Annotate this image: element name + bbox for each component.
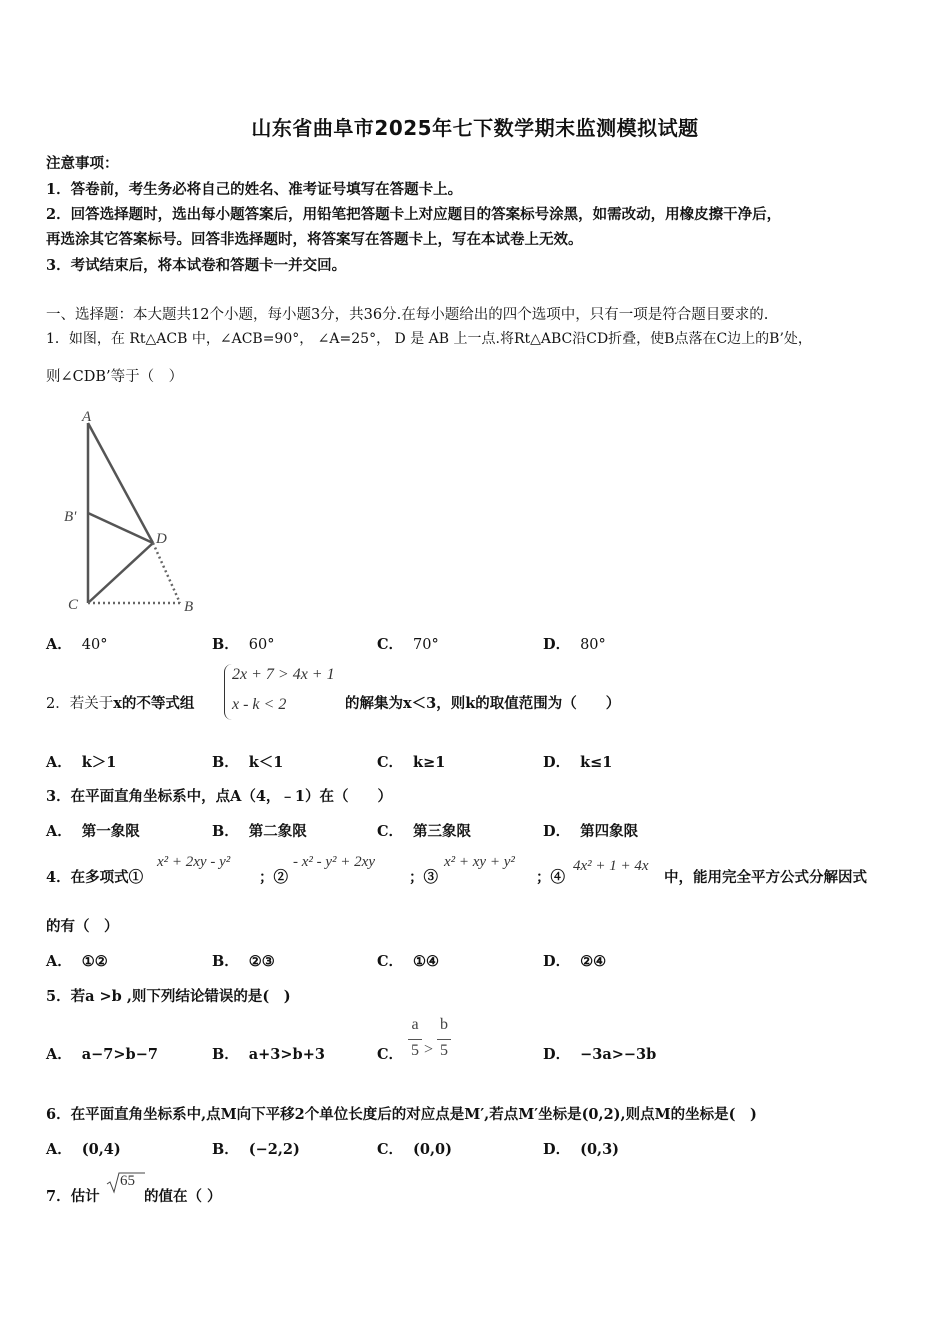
question-1-text: 1．如图，在 Rt△ACB 中，∠ACB=90°， ∠A=25°， D 是 AB 上一点.将Rt△ABC沿CD折叠，使B点落在C边上的B’处， bbox=[46, 331, 812, 347]
segment-b-prime-d bbox=[88, 513, 153, 543]
option-c[interactable]: C． 70° bbox=[377, 636, 439, 653]
option-b[interactable]: B． a+3>b+3 bbox=[212, 1046, 325, 1063]
option-d[interactable]: D． ②④ bbox=[543, 953, 607, 970]
polynomial-4: 4x² + 1 + 4x bbox=[573, 858, 649, 874]
radicand: 65 bbox=[120, 1173, 135, 1189]
option-a[interactable]: A． 40° bbox=[46, 636, 108, 653]
option-c[interactable]: C． 第三象限 bbox=[377, 823, 472, 840]
label-a: A bbox=[82, 409, 92, 425]
inequality-1: 2x + 7 > 4x + 1 bbox=[232, 666, 335, 683]
question-2-prefix: 2．若关于x的不等式组 bbox=[46, 695, 195, 712]
side-ad bbox=[88, 423, 153, 543]
notice-item: 3．考试结束后，将本试卷和答题卡一并交回。 bbox=[46, 257, 347, 274]
option-b[interactable]: B． k＜1 bbox=[212, 754, 284, 771]
option-d[interactable]: D． k≤1 bbox=[543, 754, 613, 771]
notice-item: 2．回答选择题时，选出每小题答案后，用铅笔把答题卡上对应题目的答案标号涂黑，如需改动，用橡皮擦干净后， bbox=[46, 206, 782, 223]
question-1-text-2: 则∠CDB’等于（ ） bbox=[46, 369, 184, 385]
question-7-suffix: 的值在（ ） bbox=[144, 1188, 222, 1205]
polynomial-1: x² + 2xy - y² bbox=[157, 854, 231, 870]
option-a[interactable]: A． a−7>b−7 bbox=[46, 1046, 158, 1063]
question-7-prefix: 7．估计 bbox=[46, 1188, 100, 1205]
question-4-suffix: 中，能用完全平方公式分解因式 bbox=[664, 869, 867, 886]
option-a[interactable]: A． k＞1 bbox=[46, 754, 117, 771]
fraction-a-over-5: a 5 bbox=[408, 1016, 422, 1064]
label-b: B bbox=[184, 599, 194, 615]
question-4-prefix: 4．在多项式① bbox=[46, 869, 144, 886]
label-b-prime: B' bbox=[64, 509, 77, 525]
question-2-suffix: 的解集为x＜3，则k的取值范围为（ ） bbox=[345, 695, 621, 712]
question-3-text: 3．在平面直角坐标系中，点A（4，﹣1）在（ ） bbox=[46, 788, 393, 805]
question-1-figure bbox=[60, 405, 210, 615]
segment-cd bbox=[88, 543, 153, 603]
option-a[interactable]: A． (0,4) bbox=[46, 1141, 121, 1158]
option-d[interactable]: D． (0,3) bbox=[543, 1141, 620, 1158]
question-4-sep: ；③ bbox=[409, 869, 438, 886]
section-heading: 一、选择题：本大题共12个小题，每小题3分，共36分.在每小题给出的四个选项中，只有一项是符合题目要求的. bbox=[46, 307, 769, 323]
option-c[interactable]: C． ①④ bbox=[377, 953, 440, 970]
inequality-2: x - k < 2 bbox=[232, 696, 287, 713]
option-d[interactable]: D． −3a>−3b bbox=[543, 1046, 657, 1063]
question-4-sep: ；② bbox=[259, 869, 288, 886]
option-d[interactable]: D． 80° bbox=[543, 636, 606, 653]
option-c[interactable]: C． bbox=[377, 1046, 404, 1063]
fraction-b-over-5: b 5 bbox=[437, 1016, 451, 1064]
segment-db-dotted bbox=[153, 543, 180, 603]
option-c[interactable]: C． k≥1 bbox=[377, 754, 446, 771]
notice-item: 1．答卷前，考生务必将自己的姓名、准考证号填写在答题卡上。 bbox=[46, 181, 463, 198]
question-6-text: 6．在平面直角坐标系中,点M向下平移2个单位长度后的对应点是M′,若点M′坐标是(0,2),则点M的坐标是( ) bbox=[46, 1106, 757, 1123]
page-title: 山东省曲阜市2025年七下数学期末监测模拟试题 bbox=[251, 116, 699, 140]
option-c[interactable]: C． (0,0) bbox=[377, 1141, 452, 1158]
notice-item: 再选涂其它答案标号。回答非选择题时，将答案写在答题卡上，写在本试卷上无效。 bbox=[46, 231, 583, 248]
label-d: D bbox=[156, 531, 167, 547]
option-a[interactable]: A． 第一象限 bbox=[46, 823, 140, 840]
option-b[interactable]: B． ②③ bbox=[212, 953, 275, 970]
option-b[interactable]: B． 第二象限 bbox=[212, 823, 307, 840]
question-5-text: 5．若a >b ,则下列结论错误的是( ) bbox=[46, 988, 291, 1005]
option-b[interactable]: B． (−2,2) bbox=[212, 1141, 300, 1158]
question-4-sep: ；④ bbox=[536, 869, 565, 886]
option-b[interactable]: B． 60° bbox=[212, 636, 275, 653]
label-c: C bbox=[68, 597, 79, 613]
greater-than: > bbox=[424, 1041, 434, 1058]
question-4-text-2: 的有（ ） bbox=[46, 918, 119, 935]
polynomial-2: - x² - y² + 2xy bbox=[293, 854, 375, 870]
option-a[interactable]: A． ①② bbox=[46, 953, 108, 970]
notice-heading: 注意事项： bbox=[46, 155, 119, 172]
option-d[interactable]: D． 第四象限 bbox=[543, 823, 639, 840]
polynomial-3: x² + xy + y² bbox=[444, 854, 515, 870]
